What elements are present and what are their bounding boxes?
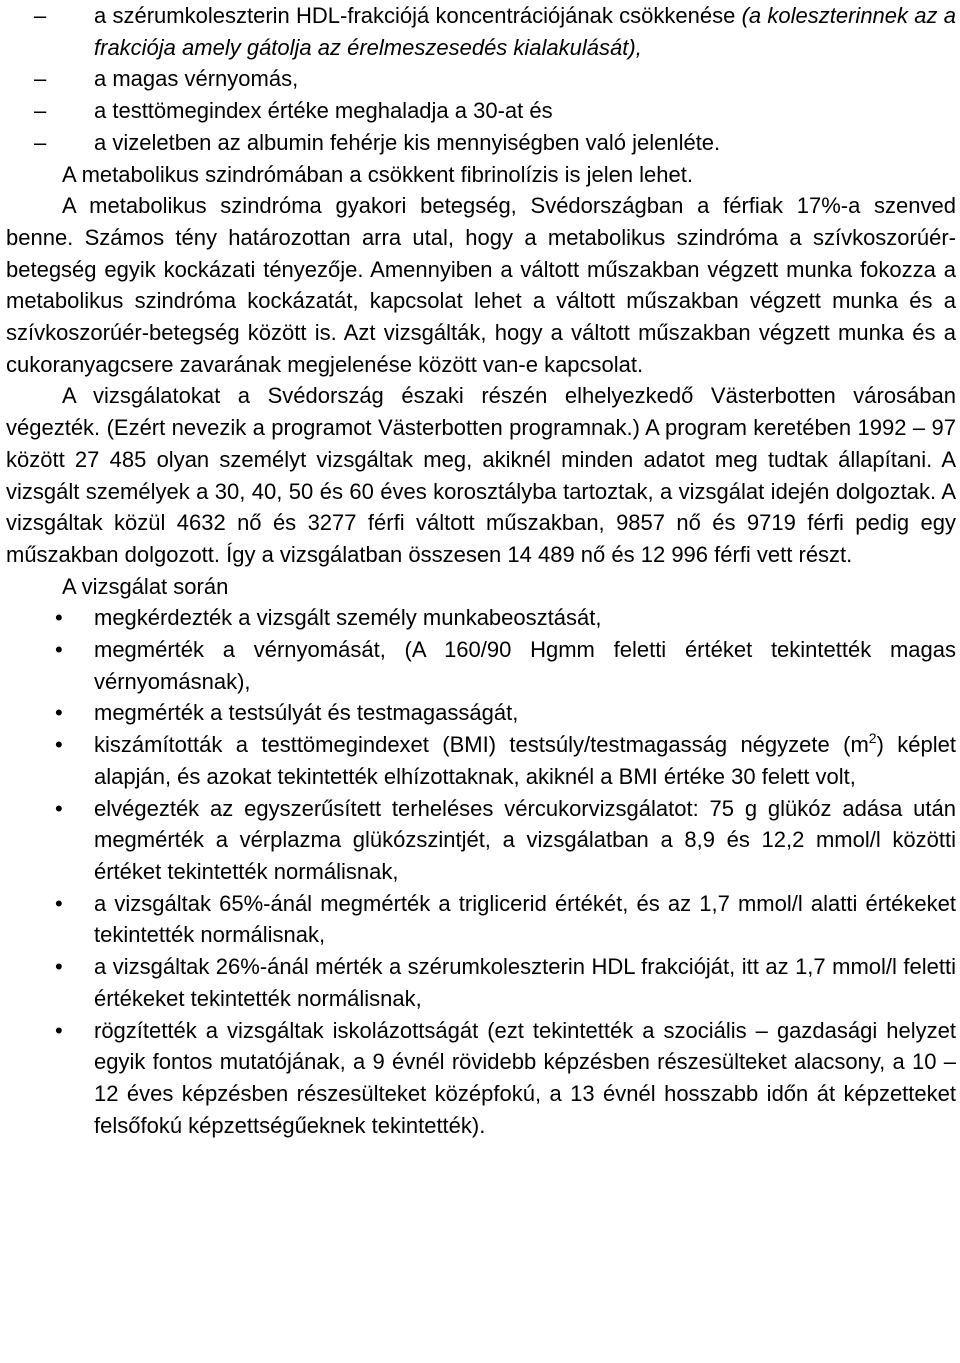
paragraph: A vizsgálat során	[62, 573, 229, 599]
superscript: 2	[868, 730, 877, 747]
list-item-text: a vizeletben az albumin fehérje kis mennyiségben való jelenléte.	[94, 129, 721, 155]
bullet-marker: •	[55, 732, 63, 758]
list-item-text: ) képlet alapján, és azokat tekintették elhízottaknak, akiknél a BMI értéke 30 felett volt,	[94, 732, 956, 789]
dash-list-item	[6, 0, 956, 63]
bullet-list-item	[6, 602, 956, 634]
dash-marker: –	[34, 98, 47, 124]
list-item-text: a magas vérnyomás,	[94, 66, 299, 92]
bullet-marker: •	[55, 795, 63, 821]
dash-marker: –	[34, 3, 47, 28]
bullet-marker: •	[55, 890, 63, 916]
list-item-text: a testtömegindex értéke meghaladja a 30-at és	[94, 98, 553, 124]
document-page	[6, 0, 956, 1141]
list-item-text: elvégezték az egyszerűsített terheléses vércukorvizsgálatot: 75 g glükóz adása után megmérték a vérplazma glükózszintjét, a vizsgálatban a 8,9 és 12,2 mmol/l közötti értéket tekintették normálisnak,	[94, 795, 956, 884]
bullet-list-item	[6, 729, 956, 792]
list-item-text: a vizsgáltak 26%-ánál mérték a szérumkoleszterin HDL frakcióját, itt az 1,7 mmol/l feletti értékeket tekintették normálisnak,	[94, 954, 956, 1011]
bullet-list-item	[6, 793, 956, 888]
paragraph: A metabolikus szindróma gyakori betegség, Svédországban a férfiak 17%-a szenved benne. Számos tény határozottan arra utal, hogy a metabolikus szindróma a szívkoszorúér-betegség egyik kockázati tényezője. Amennyiben a váltott műszakban végzett munka fokozza a metabolikus szindróma kockázatát, kapcsolat lehet a váltott műszakban végzett munka és a szívkoszorúér-betegség között is. Azt vizsgálták, hogy a váltott műszakban végzett munka és a cukoranyagcsere zavarának megjelenése között van-e kapcsolat.	[6, 193, 956, 377]
bullet-marker: •	[55, 700, 63, 726]
dash-list-item	[6, 63, 956, 95]
list-item-text: megkérdezték a vizsgált személy munkabeosztását,	[94, 605, 602, 631]
list-item-italic-text: (a koleszterinnek az a frakciója amely gátolja az érelmeszesedés kialakulását),	[94, 3, 957, 60]
bullet-marker: •	[55, 1017, 63, 1043]
dash-list-item	[6, 127, 956, 159]
bullet-list-item	[6, 888, 956, 951]
list-item-text: rögzítették a vizsgáltak iskolázottságát (ezt tekintették a szociális – gazdasági helyzet egyik fontos mutatójának, a 9 évnél rövidebb képzésben részesülteket alacsony, a 10 – 12 éves képzésben részesülteket középfokú, a 13 évnél hosszabb időn át képzetteket felsőfokú képzettségűeknek tekintették).	[94, 1017, 956, 1138]
list-item-text: kiszámították a testtömegindexet (BMI) testsúly/testmagasság négyzete (m	[94, 732, 869, 758]
bullet-marker: •	[55, 637, 63, 663]
paragraph: A metabolikus szindrómában a csökkent fibrinolízis is jelen lehet.	[62, 161, 693, 187]
bullet-marker: •	[55, 605, 63, 631]
list-item-text: a szérumkoleszterin HDL-frakciójá koncentrációjának csökkenése	[94, 3, 742, 28]
dash-list-item	[6, 95, 956, 127]
list-item-text: megmérték a testsúlyát és testmagasságát,	[94, 700, 519, 726]
dash-marker: –	[34, 129, 47, 155]
bullet-marker: •	[55, 954, 63, 980]
dash-marker: –	[34, 66, 47, 92]
bullet-list-item	[6, 697, 956, 729]
bullet-list-item	[6, 634, 956, 697]
bullet-list-item	[6, 951, 956, 1014]
list-item-text: a vizsgáltak 65%-ánál megmérték a triglicerid értékét, és az 1,7 mmol/l alatti értékeket tekintették normálisnak,	[94, 890, 956, 948]
paragraph: A vizsgálatokat a Svédország északi részén elhelyezkedő Västerbotten városában végezték. (Ezért nevezik a programot Västerbotten programnak.) A program keretében 1992 – 97 között 27 485 olyan személyt vizsgáltak meg, akiknél minden adatot meg tudtak állapítani. A vizsgált személyek a 30, 40, 50 és 60 éves korosztályba tartoztak, a vizsgálat idején dolgoztak. A vizsgáltak közül 4632 nő és 3277 férfi váltott műszakban, 9857 nő és 9719 férfi pedig egy műszakban dolgozott. Így a vizsgálatban összesen 14 489 nő és 12 996 férfi vett részt.	[6, 383, 956, 567]
bullet-list-item	[6, 1015, 956, 1142]
list-item-text: megmérték a vérnyomását, (A 160/90 Hgmm feletti értéket tekintették magas vérnyomásnak),	[94, 637, 956, 694]
